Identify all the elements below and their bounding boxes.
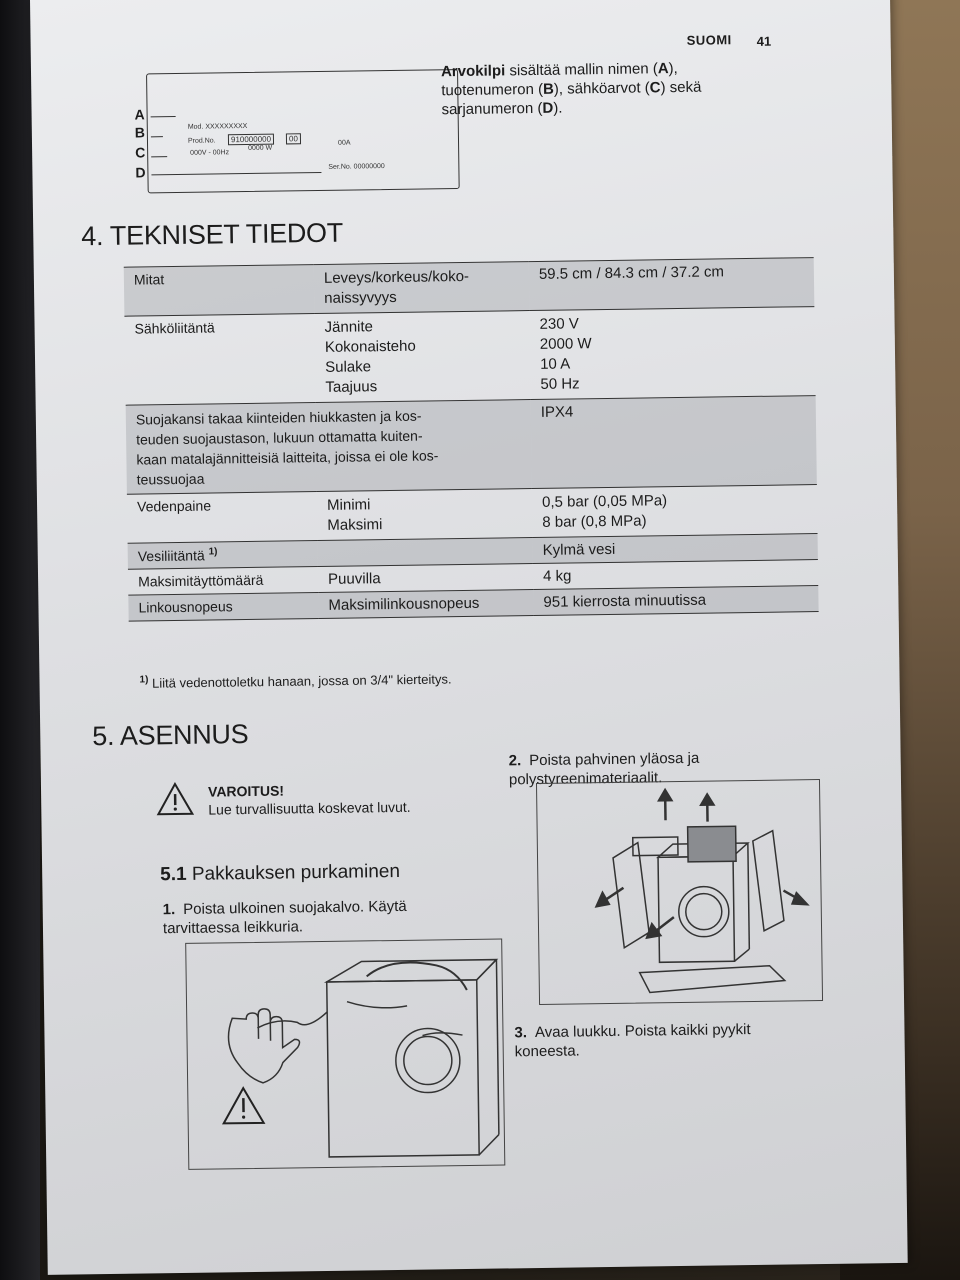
- step-1: 1. Poista ulkoinen suojakalvo. Käytä tarvittaessa leikkuria.: [162, 897, 407, 938]
- row-value: IPX4: [540, 403, 574, 421]
- warning-triangle-icon: [155, 781, 195, 818]
- plate-voltage: 000V - 00Hz: [190, 149, 230, 157]
- row-value: 4 kg: [542, 567, 572, 585]
- step-3: 3. Avaa luukku. Poista kaikki pyykit koneesta.: [514, 1021, 751, 1061]
- table-row: Mitat Leveys/korkeus/koko- naissyvyys 59.5 cm / 84.3 cm / 37.2 cm: [124, 258, 815, 317]
- washing-machine-film-drawing: [186, 940, 504, 1169]
- plate-power: 0000 W: [248, 144, 273, 152]
- row-value: 951 kierrosta minuutissa: [543, 591, 707, 611]
- rating-plate-figure: [134, 69, 460, 193]
- glove-icon: [228, 1008, 300, 1083]
- table-row: Vesiliitäntä $^{1)}$ Kylmä vesi: [128, 534, 818, 570]
- plate-letter-a: A: [134, 106, 145, 123]
- table-row: Sähköliitäntä Jännite Kokonaisteho Sulake Taajuus 230 V 2000 W 10 A 50 Hz: [124, 307, 815, 406]
- warning-title: VAROITUS!: [207, 782, 285, 800]
- plate-model: Mod. XXXXXXXXX: [187, 122, 248, 131]
- plate-letter-b: B: [134, 124, 146, 141]
- row-value: Kylmä vesi: [542, 540, 616, 559]
- technical-data-table: [124, 257, 819, 622]
- plate-letter-c: C: [135, 144, 146, 161]
- table-row: Suojakansi takaa kiinteiden hiukkasten ja kos- teuden suojaustason, lukuun ottamatta kuiten- kaan matalajännitteisiä laitteita, joissa ei ole kos- teussuojaa IPX4: [126, 396, 817, 495]
- packing-removal-drawing: [537, 780, 822, 1004]
- plate-description: Arvokilpi sisältää mallin nimen (A), tuotenumeron (B), sähköarvot (C) sekä sarjanumeron (D).: [440, 59, 702, 119]
- row-label: Vedenpaine: [136, 497, 212, 515]
- plate-fuse: 00A: [337, 139, 351, 147]
- plate-letter-d: D: [135, 164, 146, 181]
- plate-serial: Ser.No. 00000000: [328, 163, 385, 171]
- subsection-title: 5.1 Pakkauksen purkaminen: [160, 860, 401, 886]
- plate-prod-suffix: 00: [286, 133, 301, 144]
- section-4-title: 4. TEKNISET TIEDOT: [81, 217, 344, 252]
- manual-page: [30, 0, 908, 1275]
- table-row: Maksimitäyttömäärä Puuvilla 4 kg: [128, 560, 818, 596]
- warning-text: Lue turvallisuutta koskevat luvut.: [208, 798, 411, 818]
- table-row: Vedenpaine Minimi Maksimi 0,5 bar (0,05 MPa) 8 bar (0,8 MPa): [127, 485, 818, 544]
- unpack-film-illustration: [185, 938, 505, 1169]
- row-label: Linkousnopeus: [138, 598, 233, 616]
- row-label: Sähköliitäntä: [134, 319, 215, 337]
- step-2: 2. Poista pahvinen yläosa ja polystyreenimateriaalit.: [508, 749, 700, 789]
- running-head: SUOMI: [686, 32, 732, 48]
- row-label: Maksimitäyttömäärä: [138, 571, 264, 590]
- direction-arrow-icons: [595, 788, 807, 938]
- table-footnote: $^{1)}$ Liitä vedenottoletku hanaan, jossa on 3/4" kierteitys.: [139, 671, 452, 691]
- page-number: 41: [756, 33, 772, 49]
- plate-prod-label: Prod.No.: [187, 137, 216, 145]
- unpack-top-illustration: [536, 779, 823, 1005]
- row-value: 59.5 cm / 84.3 cm / 37.2 cm: [538, 263, 725, 283]
- caution-triangle-icon: [223, 1088, 263, 1124]
- row-label: Mitat: [133, 271, 165, 288]
- section-5-title: 5. ASENNUS: [92, 719, 249, 752]
- table-row: Linkousnopeus Maksimilinkousnopeus 951 kierrosta minuutissa: [128, 586, 818, 622]
- plate-prod-value: 910000000: [228, 134, 274, 146]
